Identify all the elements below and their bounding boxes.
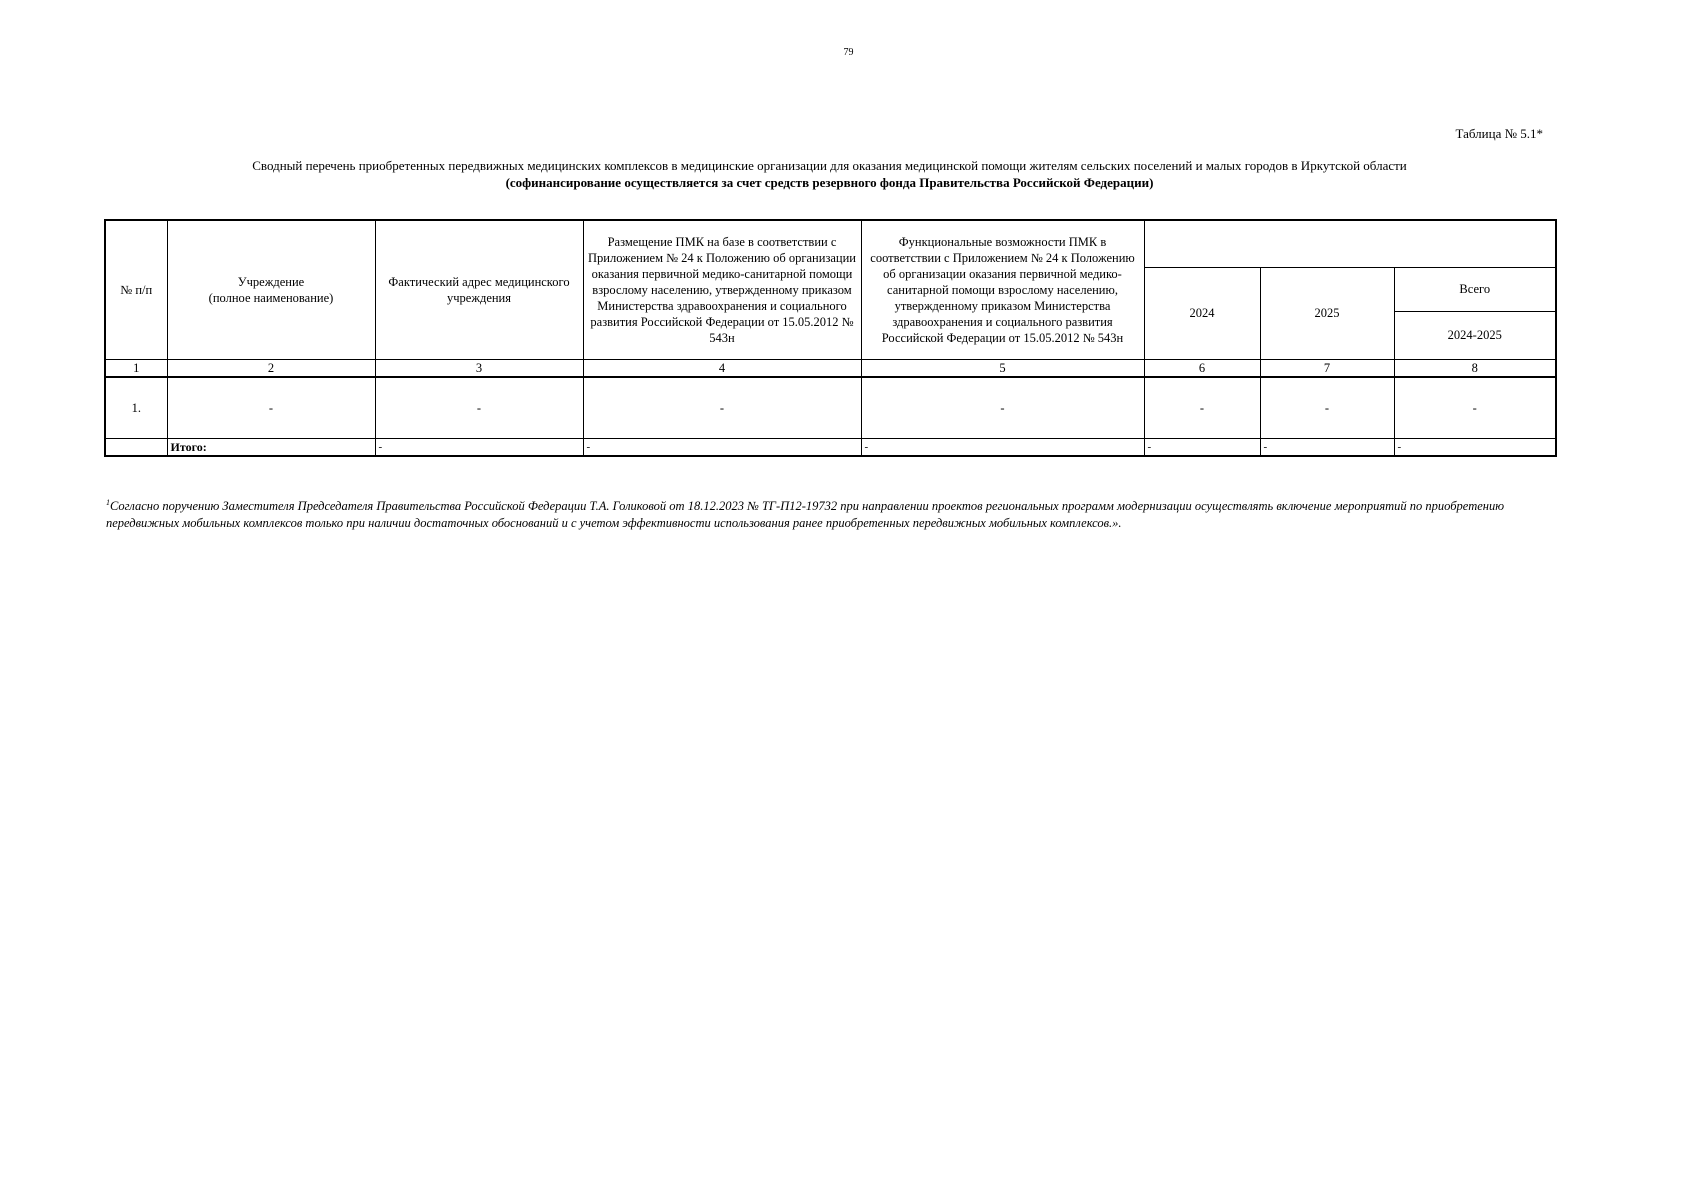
header-num: № п/п: [105, 220, 167, 359]
column-number: 8: [1394, 359, 1556, 377]
total-row: [105, 438, 1556, 456]
header-placement: Размещение ПМК на базе в соответствии с Приложением № 24 к Положению об организации оказания первичной медико-санитарной помощи взрослому населению, утвержденному приказом Министерства здравоохранения и социального развития Российской Федерации от 15.05.2012 № 543н: [583, 220, 861, 359]
header-total-period: 2024-2025: [1394, 311, 1556, 359]
total-cell: -: [1260, 438, 1394, 456]
total-cell: -: [861, 438, 1144, 456]
footnote-marker: 1: [106, 498, 110, 507]
header-total: Всего: [1394, 267, 1556, 311]
footnote: [106, 494, 1556, 532]
column-number: 2: [167, 359, 375, 377]
total-cell: -: [1144, 438, 1260, 456]
table-cell: -: [1394, 377, 1556, 439]
table-cell: -: [861, 377, 1144, 439]
column-number: 4: [583, 359, 861, 377]
column-number: 6: [1144, 359, 1260, 377]
title-line: Сводный перечень приобретенных передвижных медицинских комплексов в медицинские организации для оказания медицинской помощи жителям сельских поселений и малых городов в Иркутской области: [252, 158, 1407, 173]
header-year-2024: 2024: [1144, 267, 1260, 359]
header-functional: Функциональные возможности ПМК в соответствии с Приложением № 24 к Положению об организации оказания первичной медико-санитарной помощи взрослому населению, утвержденному приказом Министерства здравоохранения и социального развития Российской Федерации от 15.05.2012 № 543н: [861, 220, 1144, 359]
footnote-text: Согласно поручению Заместителя Председателя Правительства Российской Федерации Т.А. Голиковой от 18.12.2023 № ТГ-П12-19732 при направлении проектов региональных программ модернизации осуществлять включение мероприятий по приобретению передвижных мобильных комплексов только при наличии достаточных обоснований и с учетом эффективности использования ранее приобретенных передвижных мобильных комплексов.».: [106, 499, 1505, 531]
column-number: 7: [1260, 359, 1394, 377]
column-number: 5: [861, 359, 1144, 377]
total-cell: -: [583, 438, 861, 456]
table-cell: 1.: [105, 377, 167, 439]
header-institution: Учреждение (полное наименование): [167, 220, 375, 359]
total-cell: -: [375, 438, 583, 456]
table-cell: -: [167, 377, 375, 439]
table-cell: -: [1144, 377, 1260, 439]
table-row: [105, 377, 1556, 439]
summary-table: [104, 219, 1557, 457]
page-number: 79: [843, 47, 854, 58]
header-year-2025: 2025: [1260, 267, 1394, 359]
column-number: 1: [105, 359, 167, 377]
header-address: Фактический адрес медицинского учреждения: [375, 220, 583, 359]
document-title: [104, 157, 1555, 191]
total-cell: -: [1394, 438, 1556, 456]
total-blank-cell: [105, 438, 167, 456]
table-cell: -: [375, 377, 583, 439]
title-subline: (софинансирование осуществляется за счет средств резервного фонда Правительства Российской Федерации): [505, 175, 1154, 190]
header-funding-group: [1144, 220, 1556, 267]
table-cell: -: [1260, 377, 1394, 439]
table-cell: -: [583, 377, 861, 439]
table-label: Таблица № 5.1*: [1455, 126, 1543, 141]
column-number: 3: [375, 359, 583, 377]
total-label: Итого:: [167, 438, 375, 456]
